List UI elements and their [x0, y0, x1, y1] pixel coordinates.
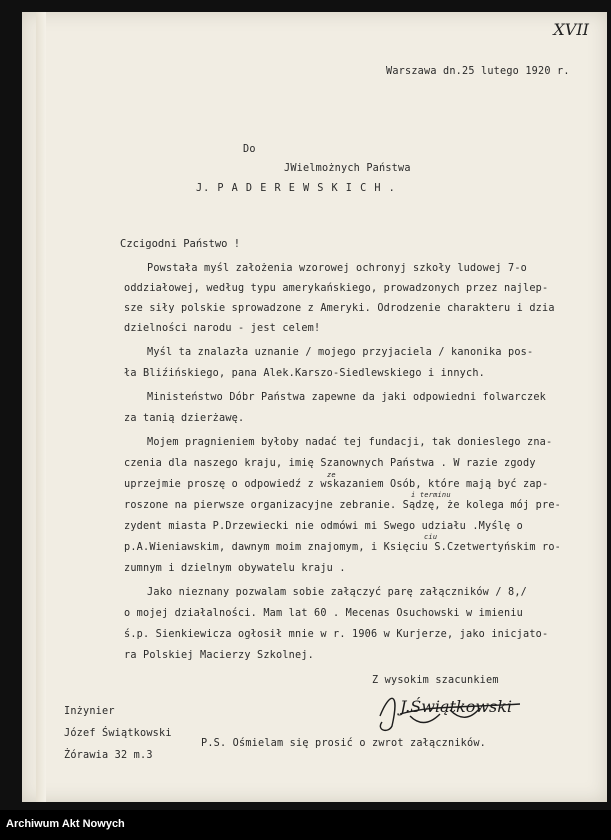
sender-name: Józef Świątkowski	[64, 728, 172, 739]
body-line: dzielności narodu - jest celem!	[124, 323, 321, 334]
body-line: ra Polskiej Macierzy Szkolnej.	[124, 650, 315, 661]
body-line: czenia dla naszego kraju, imię Szanownych Państwa . W razie zgody	[124, 458, 536, 469]
body-line: uprzejmie proszę o odpowiedź z wskazaniem Osób, które mają być zap-	[124, 479, 549, 490]
to-line: Do	[243, 144, 256, 155]
insertion-ze: ze	[327, 471, 336, 479]
date-line: Warszawa dn.25 lutego 1920 r.	[386, 66, 570, 77]
document-page	[22, 12, 607, 802]
sender-address: Żórawia 32 m.3	[64, 750, 153, 761]
archive-label: Archiwum Akt Nowych	[6, 818, 125, 830]
signature-text: J.Świątkowski	[400, 697, 513, 716]
body-line: o mojej działalności. Mam lat 60 . Mecenas Osuchowski w imieniu	[124, 608, 524, 619]
body-line: Myśl ta znalazła uznanie / mojego przyjaciela / kanonika pos-	[147, 347, 534, 358]
body-line: oddziałowej, według typu amerykańskiego, prowadzonych przez najlep-	[124, 283, 549, 294]
body-line: sze siły polskie sprowadzone z Ameryki. Odrodzenie charakteru i dzia	[124, 303, 555, 314]
body-line: ła Bliźińskiego, pana Alek.Karszo-Siedlewskiego i innych.	[124, 368, 486, 379]
addressee-line: J. P A D E R E W S K I C H .	[196, 183, 396, 194]
page-fold	[36, 12, 46, 802]
handwritten-signature	[370, 686, 530, 736]
body-line: za tanią dzierżawę.	[124, 413, 245, 424]
salutation: Czcigodni Państwo !	[120, 238, 241, 250]
body-line: Powstała myśl założenia wzorowej ochronyj szkoły ludowej 7-o	[147, 263, 528, 274]
insertion-terminu: i terminu	[411, 491, 451, 499]
body-line: p.A.Wieniawskim, dawnym moim znajomym, i Księciu S.Czetwertyńskim ro-	[124, 542, 562, 553]
corner-mark: XVII	[553, 20, 589, 39]
body-line: Ministeństwo Dóbr Państwa zapewne da jaki odpowiedni folwarczek	[147, 392, 547, 403]
body-line: zumnym i dzielnym obywatelu kraju .	[124, 563, 346, 574]
postscript: P.S. Ośmielam się prosić o zwrot załączników.	[201, 738, 487, 749]
body-line: Jako nieznany pozwalam sobie załączyć parę załączników / 8,/	[147, 587, 528, 598]
closing-line: Z wysokim szacunkiem	[372, 675, 499, 686]
sender-title: Inżynier	[64, 706, 115, 717]
body-line: roszone na pierwsze organizacyjne zebranie. Sądzę, że kolega mój pre-	[124, 500, 562, 511]
body-line: ś.p. Sienkiewicza ogłosił mnie w r. 1906 w Kurjerze, jako inicjato-	[124, 629, 549, 640]
honorific-line: JWielmożnych Państwa	[284, 163, 411, 174]
insertion-ciu: ciu	[424, 533, 438, 541]
body-line: Mojem pragnieniem byłoby nadać tej fundacji, tak donieslego zna-	[147, 437, 553, 448]
body-line: zydent miasta P.Drzewiecki nie odmówi mi Swego udziału .Myślę o	[124, 521, 524, 532]
